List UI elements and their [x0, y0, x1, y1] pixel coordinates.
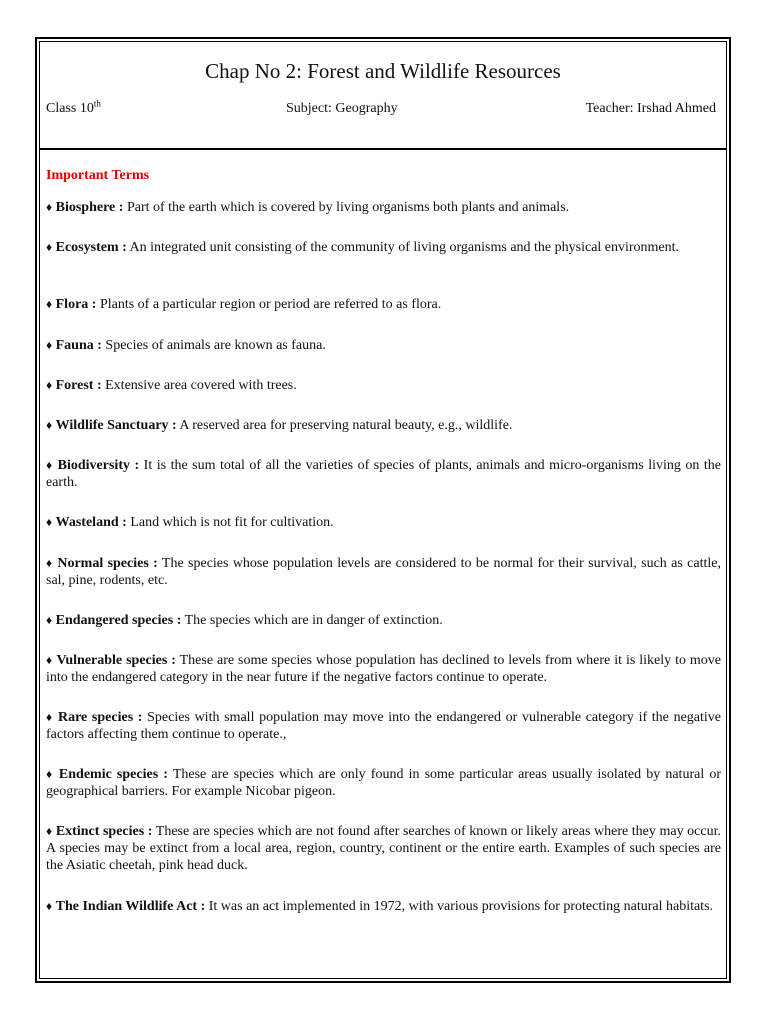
- term-item: [46, 766, 721, 823]
- term-item: [46, 652, 721, 709]
- term-definition: Plants of a particular region or period are referred to as flora.: [96, 297, 442, 313]
- term-definition: It is the sum total of all the varieties of species of plants, animals and micro-organisms living on the earth.: [46, 458, 722, 491]
- term-item: [46, 337, 721, 377]
- term-item: [46, 377, 721, 417]
- term-definition: It was an act implemented in 1972, with various provisions for protecting natural habitats.: [205, 898, 714, 914]
- term-item: [46, 823, 721, 897]
- diamond-bullet-icon: ♦: [46, 240, 53, 255]
- header-meta-row: [46, 100, 716, 118]
- diamond-bullet-icon: ♦: [46, 652, 53, 667]
- term-name: Endemic species :: [58, 767, 168, 783]
- term-item: [46, 417, 721, 457]
- diamond-bullet-icon: ♦: [46, 898, 53, 913]
- diamond-bullet-icon: ♦: [46, 417, 53, 432]
- term-definition: The species which are in danger of extinction.: [181, 612, 443, 628]
- term-item: [46, 239, 721, 296]
- term-definition: Part of the earth which is covered by living organisms both plants and animals.: [123, 200, 570, 215]
- term-name: Wildlife Sanctuary :: [55, 417, 177, 433]
- diamond-bullet-icon: ♦: [46, 377, 53, 392]
- teacher-label: Teacher: Irshad Ahmed: [585, 101, 716, 116]
- term-name: Biodiversity :: [57, 458, 140, 474]
- diamond-bullet-icon: ♦: [46, 710, 54, 725]
- term-definition: These are some species whose population has declined to levels from where it is likely to move into the endangered category in the near future if the negative factors continue to operate.: [46, 652, 722, 685]
- diamond-bullet-icon: ♦: [46, 458, 54, 473]
- class-text: Class 10: [46, 101, 94, 116]
- section-heading: Important Terms: [46, 168, 150, 183]
- term-definition: Land which is not fit for cultivation.: [126, 515, 334, 531]
- term-name: Ecosystem :: [55, 240, 127, 256]
- term-name: Extinct species :: [55, 824, 153, 840]
- term-name: Biosphere :: [55, 200, 124, 215]
- term-item: [46, 555, 721, 612]
- subject-label: Subject: Geography: [286, 101, 398, 116]
- term-definition: A reserved area for preserving natural beauty, e.g., wildlife.: [176, 417, 513, 433]
- term-name: Rare species :: [57, 710, 143, 726]
- diamond-bullet-icon: ♦: [46, 767, 54, 782]
- term-item: [46, 612, 721, 652]
- term-name: Forest :: [55, 377, 102, 393]
- diamond-bullet-icon: ♦: [46, 515, 53, 530]
- term-name: Normal species :: [57, 555, 158, 571]
- diamond-bullet-icon: ♦: [46, 612, 53, 627]
- term-definition: Species with small population may move into the endangered or vulnerable category if the negative factors affecting them continue to operate.,: [46, 710, 721, 743]
- page-title: Chap No 2: Forest and Wildlife Resources: [205, 59, 561, 83]
- term-name: The Indian Wildlife Act :: [55, 898, 206, 914]
- term-name: Endangered species :: [55, 612, 182, 628]
- term-definition: The species whose population levels are considered to be normal for their survival, such as cattle, sal, pine, rodents, etc.: [46, 555, 721, 588]
- term-item: [46, 199, 721, 239]
- term-item: [46, 296, 721, 336]
- term-name: Fauna :: [55, 337, 102, 353]
- terms-list: [46, 199, 721, 955]
- term-name: Flora :: [55, 297, 97, 313]
- diamond-bullet-icon: ♦: [46, 337, 53, 352]
- class-superscript: th: [93, 98, 101, 109]
- term-name: Vulnerable species :: [56, 652, 176, 668]
- term-item: [46, 514, 721, 554]
- term-item: [46, 898, 721, 955]
- class-label: [46, 100, 101, 118]
- term-definition: These are species which are only found in some particular areas usually isolated by natural or geographical barriers. For example Nicobar pigeon.: [46, 767, 722, 800]
- diamond-bullet-icon: ♦: [46, 824, 53, 839]
- diamond-bullet-icon: ♦: [46, 200, 53, 214]
- diamond-bullet-icon: ♦: [46, 555, 53, 570]
- diamond-bullet-icon: ♦: [46, 297, 53, 312]
- term-item: [46, 457, 721, 514]
- term-name: Wasteland :: [55, 515, 127, 531]
- term-definition: Species of animals are known as fauna.: [101, 337, 326, 353]
- term-item: [46, 709, 721, 766]
- term-definition: Extensive area covered with trees.: [101, 377, 297, 393]
- term-definition: An integrated unit consisting of the community of living organisms and the physical environment.: [126, 240, 680, 256]
- term-definition: These are species which are not found after searches of known or likely areas where they may occur. A species may be extinct from a local area, region, country, continent or the entire earth. Examples of such species are the Asiatic cheetah, pink head duck.: [46, 824, 721, 874]
- header-divider: [39, 148, 727, 150]
